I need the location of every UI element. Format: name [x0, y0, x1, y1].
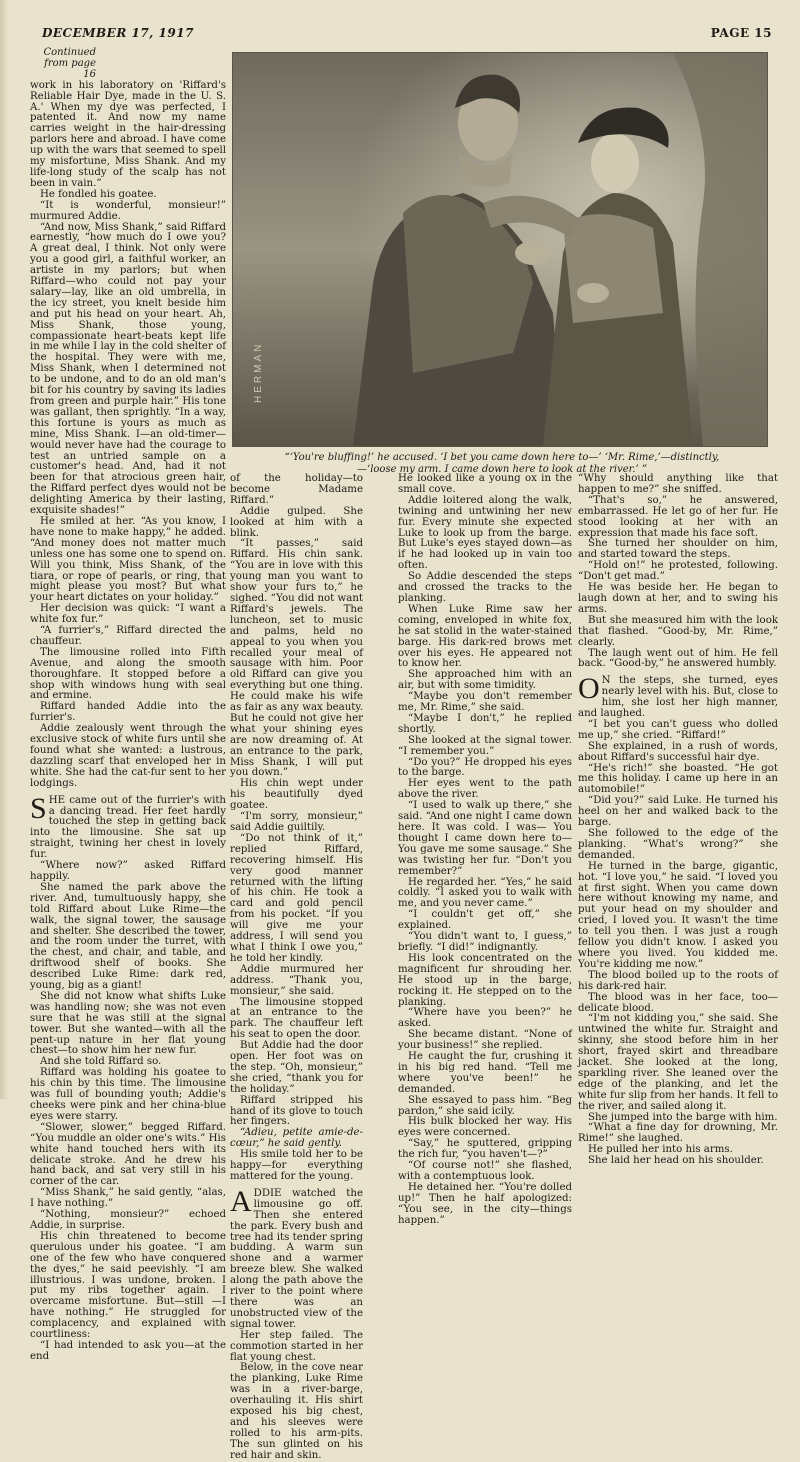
illustration-caption: “‘You're bluffing!’ he accused. ‘I bet you came down here to—’ ‘Mr. Rime,’—distinctly,—‘loose my arm. I came down here to look at the river.’ ” — [284, 452, 720, 475]
paragraph: Addie zealously went through the exclusive stock of white furs until she found what she wanted: a lustrous, dazzling scarf that enveloped her in white. She had the cat-fur sent to her lodgings. — [30, 723, 226, 789]
paragraph: “Adieu, petite amie-de-cœur,” he said gently. — [230, 1127, 363, 1150]
paragraph: Addie murmured her address. “Thank you, monsieur,” she said. — [230, 963, 363, 997]
paragraph: “He's rich!” she boasted. “He got me this holiday. I came up here in an automobile!” — [578, 762, 778, 796]
paragraph: He fondled his goatee. — [40, 188, 157, 200]
paragraph: Her decision was quick: “I want a white fox fur.” — [30, 603, 226, 626]
paragraph: Riffard stripped his hand of its glove to touch her fingers. — [230, 1094, 363, 1128]
paragraph: She did not know what shifts Luke was handling now; she was not even sure that he was still at the signal tower. But she wanted—with all the pent-up nature in her flat young chest—to show him her new fur. — [30, 990, 226, 1057]
paragraph: He smiled at her. “As you know, I have none to make happy,” he added. “And money does not matter much unless one has some one to spend on. Will you think, Miss Shank, of the tiara, or rope of pearls, or ring, that might please you most? But what your heart dictates on your holiday.” — [30, 515, 226, 604]
paragraph: Riffard was holding his goatee to his chin by this time. The limousine was full of bounding youth; Addie's cheeks were pink and her china-blue eyes were starry. — [30, 1067, 226, 1122]
issue-date: DECEMBER 17, 1917 — [42, 26, 194, 40]
drop-cap: A — [230, 1184, 252, 1218]
paragraph: He regarded her. “Yes,” he said coldly. “I asked you to walk with me, and you never came.” — [398, 876, 572, 910]
paragraph: “It is wonderful, monsieur!” murmured Addie. — [30, 199, 226, 222]
paragraph: “Do not think of it,” replied Riffard, recovering himself. His very good manner returned with the lifting of his chin. He took a card and gold pencil from his pocket. “If you will give me your address, I will send you what I think I owe you,” he told her kindly. — [230, 832, 363, 964]
paragraph: His bulk blocked her way. His eyes were concerned. — [398, 1116, 572, 1139]
paragraph: “I couldn't get off,” she explained. — [398, 909, 572, 932]
paragraph: “I bet you can't guess who dolled me up,” she cried. “Riffard!” — [578, 718, 778, 741]
paragraph: He detained her. “You're dolled up!” Then he half apologized: “You see, in the city—things happen.” — [398, 1181, 572, 1226]
paragraph: She essayed to pass him. “Beg pardon,” she said icily. — [398, 1094, 572, 1117]
paragraph: “Where now?” asked Riffard happily. — [30, 860, 226, 882]
drop-cap: O — [578, 672, 600, 706]
paragraph: Addie loitered along the walk, twining and untwining her new fur. Every minute she expected Luke to look up from the barge. But Luke's eyes stayed down—as if he had looked up in vain too often. — [398, 494, 572, 572]
paragraph: “I'm not kidding you,” she said. She untwined the white fur. Straight and skinny, she stood before him in her short, frayed skirt and threadbare jacket. She looked at the long, sparkling river. She leaned over the edge of the planking, and let the white fur slip from her hands. It fell to the river, and sailed along it. — [578, 1013, 778, 1112]
paragraph: When Luke Rime saw her coming, enveloped in white fox, he sat stolid in the water-stained barge. His dark-red brows met over his eyes. He appeared not to know her. — [398, 603, 572, 670]
paragraph: “Maybe you don't remember me, Mr. Rime,” she said. — [398, 691, 572, 714]
paragraph: So Addie descended the steps and crossed the tracks to the planking. — [398, 571, 572, 604]
paragraph: “Nothing, monsieur?” echoed Addie, in surprise. — [30, 1209, 226, 1231]
paragraph: The laugh went out of him. He fell back. “Good-by,” he answered humbly. — [578, 647, 778, 670]
paragraph: Below, in the cove near the planking, Luke Rime was in a river-barge, overhauling it. His shirt exposed his big chest, and his sleeves were rolled to his arm-pits. The sun glinted on his red hair and skin. — [230, 1362, 363, 1461]
paragraph: She approached him with an air, but with some timidity. — [398, 669, 572, 692]
drop-cap: S — [30, 791, 47, 825]
paragraph: “Slower, slower,” begged Riffard. “You muddle an older one's wits.” His white hand touched hers with its delicate stroke. And he drew his hand back, and sat very still in his corner of the car. — [30, 1121, 226, 1188]
paragraph: “Where have you been?” he asked. — [398, 1007, 572, 1030]
paragraph: “I had intended to ask you—at the end — [30, 1339, 226, 1362]
paragraph: “You didn't want to, I guess,” briefly. “I did!” indignantly. — [398, 931, 572, 953]
paragraph: “Why should anything like that happen to me?” she sniffed. — [578, 473, 778, 495]
paragraph: She named the park above the river. And, tumultuously happy, she told Riffard about Luke Rime—the walk, the signal tower, the sausage and shelter. She described the tower, and the room under the turret, with the chest, and chair, and table, and driftwood shelf of books. She described Luke Rime: dark red, young, big as a giant! — [30, 881, 226, 992]
paragraph: She laid her head on his shoulder. — [588, 1155, 764, 1167]
artist-signature: HERMAN — [253, 341, 264, 403]
paragraph: She looked at the signal tower. “I remember you.” — [398, 734, 572, 757]
paragraph: But Addie had the door open. Her foot was on the step. “Oh, monsieur,” she cried, “thank you for the holiday.” — [230, 1040, 363, 1095]
paragraph: She jumped into the barge with him. — [588, 1111, 778, 1123]
paragraph: Her eyes went to the path above the river. — [398, 778, 572, 801]
section-paragraph: ADDIE watched the limousine go off. Then she entered the park. Every bush and tree had its tender spring budding. A warm sun shone and a warmer breeze blew. She walked along the path above the river to the point where there was an unobstructed view of the signal tower. — [230, 1184, 363, 1330]
text-column-2 — [230, 473, 363, 1461]
paragraph: She became distant. “None of your business!” she replied. — [398, 1029, 572, 1052]
story-illustration — [232, 52, 768, 447]
paragraph: Riffard handed Addie into the furrier's. — [30, 701, 226, 724]
paragraph: He turned in the barge, gigantic, hot. “I love you,” he said. “I loved you at first sight. When you came down here without knowing my name, and put your head on my shoulder and cried, I loved you. It wasn't the time to tell you then. I was just a rough fellow you didn't know. I asked you where you lived. You kidded me. You're kidding me now.” — [578, 860, 778, 970]
paragraph: “That's so,” he answered, embarrassed. He let go of her fur. He stood looking at her with an expression that made his face soft. — [578, 494, 778, 539]
page-number: PAGE 15 — [710, 26, 772, 40]
paragraph: “It passes,” said Riffard. His chin sank. “You are in love with this young man you want to show your furs to,” he sighed. “You did not want Riffard's jewels. The luncheon, set to music and palms, held no appeal to you when you recalled your meal of sausage with him. Poor old Riffard can give you everything but one thing. He could make his wife as fair as any wax beauty. But he could not give her what your shining eyes are now dreaming of. At an entrance to the park, Miss Shank, I will put you down.” — [230, 538, 363, 779]
paragraph: His chin threatened to become querulous under his goatee. “I am one of the few who have conquered the dyes,” he said peevishly. “I am illustrious. I was undone, broken. I put my ribs together again. I overcame misfortune. But—still —I have nothing.” He struggled for complacency, and explained with courtliness: — [30, 1230, 226, 1341]
paragraph: But she measured him with the look that flashed. “Good-by, Mr. Rime,” clearly. — [578, 614, 778, 648]
text-column-3 — [398, 473, 572, 1226]
paragraph: Her step failed. The commotion started in her flat young chest. — [230, 1329, 363, 1363]
illustration-drawing — [233, 53, 767, 446]
paragraph: “And now, Miss Shank,” said Riffard earnestly, “how much do I owe you? A great deal, I think. Not only were you a good girl, a faithful worker, an artiste in my parlors; but when Riffard—who could not pay your salary—lay, like an old umbrella, in the icy street, you knelt beside him and put his head on your heart. Ah, Miss Shank, those young, compassionate heart-beats kept life in me while I lay in the cold shelter of the hospital. They were with me, Miss Shank, when I determined not to be undone, and to do an old man's bit for his country by saving its ladies from green and purple hair.” His tone was gallant, then sprightly. “In a way, this fortune is yours as much as mine, Miss Shank. I—an old-timer—would never have had the courage to test an untried sample on a customer's head. And, had it not been for that atrocious green hair, the Riffard perfect dyes would not be delighting America by their lasting, exquisite shades!” — [30, 221, 226, 517]
text-column-4 — [578, 473, 778, 1167]
paragraph: “I'm sorry, monsieur,” said Addie guiltily. — [230, 811, 363, 833]
paragraph: “Do you?” He dropped his eyes to the barge. — [398, 756, 572, 779]
paragraph: “Say,” he sputtered, gripping the rich fur, “you haven't—?” — [398, 1138, 572, 1161]
section-paragraph: SHE came out of the furrier's with a dancing tread. Her feet hardly touched the step in getting back into the limousine. She sat up straight, twining her chest in lovely fur. — [30, 791, 226, 861]
paragraph: “Hold on!” he protested, following. “Don't get mad.” — [578, 560, 778, 583]
paragraph: Addie gulped. She looked at him with a blink. — [230, 505, 363, 539]
paragraph: His smile told her to be happy—for everything mattered for the young. — [230, 1149, 363, 1182]
paragraph: “Did you?” said Luke. He turned his heel on her and walked back to the barge. — [578, 795, 778, 829]
paragraph: work in his laboratory on 'Riffard's Reliable Hair Dye, made in the U. S. A.' When my dye was perfected, I patented it. And now my name carries weight in the hair-dressing parlors here and abroad. I have come up with the wars that seemed to spell my misfortune, Miss Shank. And my life-long study of the scalp has not been in vain.” — [30, 79, 226, 189]
paragraph: He was beside her. He began to laugh down at her, and to swing his arms. — [578, 582, 778, 615]
text-column-1 — [30, 47, 226, 1362]
paragraph: He pulled her into his arms. — [588, 1144, 733, 1156]
paragraph: “I used to walk up there,” she said. “And one night I came down here. It was cold. I was— You thought I came down here to— You gave me some sausage.” She was twisting her fur. “Don't you remember?” — [398, 800, 572, 877]
paragraph: The limousine stopped at an entrance to the park. The chauffeur left his seat to open the door. — [230, 996, 363, 1041]
paragraph: She followed to the edge of the planking. “What's wrong?” she demanded. — [578, 828, 778, 861]
paragraph: “Of course not!” she flashed, with a contemptuous look. — [398, 1160, 572, 1182]
paragraph: His chin wept under his beautifully dyed goatee. — [230, 778, 363, 812]
paragraph: of the holiday—to become Madame Riffard.” — [230, 473, 363, 506]
paragraph: “Maybe I don't,” he replied shortly. — [398, 712, 572, 735]
paragraph: The limousine rolled into Fifth Avenue, and along the smooth thoroughfare. It stopped before a shop with windows hung with seal and ermine. — [30, 646, 226, 702]
paragraph: The blood was in her face, too—delicate blood. — [578, 991, 778, 1014]
paragraph: He caught the fur, crushing it in his big red hand. “Tell me where you've been!” he demanded. — [398, 1051, 572, 1095]
paragraph: The blood boiled up to the roots of his dark-red hair. — [578, 969, 778, 992]
paragraph: “A furrier's,” Riffard directed the chauffeur. — [30, 625, 226, 647]
paragraph: His look concentrated on the magnificent fur shrouding her. He stood up in the barge, rocking it. He stepped on to the planking. — [398, 952, 572, 1008]
paragraph: And she told Riffard so. — [40, 1056, 162, 1068]
paragraph: “Miss Shank,” he said gently, “alas, I have nothing.” — [30, 1187, 226, 1210]
page-edge — [0, 0, 8, 1099]
paragraph: “What a fine day for drowning, Mr. Rime!” she laughed. — [578, 1122, 778, 1145]
paragraph: She explained, in a rush of words, about Riffard's successful hair dye. — [578, 740, 778, 763]
section-paragraph: O N the steps, she turned, eyes nearly level with his. But, close to him, she lost her high manner, and laughed. — [578, 672, 778, 720]
continued-note: Continued from page 16 — [43, 47, 96, 80]
paragraph: She turned her shoulder on him, and started toward the steps. — [578, 538, 778, 561]
paragraph: He looked like a young ox in the small cove. — [398, 473, 572, 495]
